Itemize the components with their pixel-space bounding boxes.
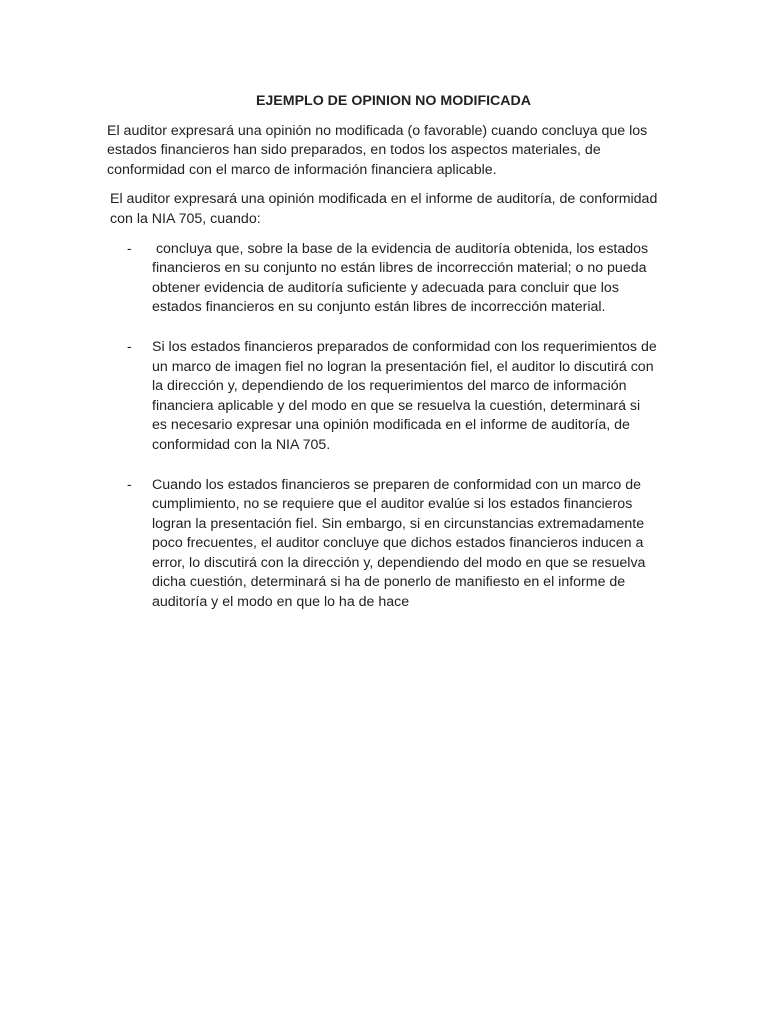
paragraph-modified-opinion: El auditor expresará una opinión modificada en el informe de auditoría, de conformidad con la NIA 705, cuando: [110,191,658,227]
list-item [107,476,658,613]
list-bullet: - [127,338,132,355]
list-item-text: Si los estados financieros preparados de conformidad con los requerimientos de un marco de imagen fiel no logran la presentación fiel, el auditor lo discutirá con la dirección y, dependiendo de los requerimientos del marco de información financiera aplicable y del modo en que se resuelva la cuestión, determinará si es necesario expresar una opinión modificada en el informe de auditoría, de conformidad con la NIA 705. [152,338,657,453]
list-item [107,338,658,456]
list-item-text: Cuando los estados financieros se preparen de conformidad con un marco de cumplimiento, no se requiere que el auditor evalúe si los estados financieros logran la presentación fiel. Sin embargo, si en circunstancias extremadamente poco frecuentes, el auditor concluye que dichos estados financieros inducen a error, lo discutirá con la dirección y, dependiendo del modo en que se resuelva dicha cuestión, determinará si ha de ponerlo de manifiesto en el informe de auditoría y el modo en que lo ha de hace [152,476,646,611]
paragraph-unmodified-opinion: El auditor expresará una opinión no modificada (o favorable) cuando concluya que los estados financieros han sido preparados, en todos los aspectos materiales, de conformidad con el marco de información financiera aplicable. [107,122,648,178]
document-title: EJEMPLO DE OPINION NO MODIFICADA [255,93,532,109]
list-item-text: concluya que, sobre la base de la evidencia de auditoría obtenida, los estados financieros en su conjunto no están libres de incorrección material; o no pueda obtener evidencia de auditoría suficiente y adecuada para concluir que los estados financieros en su conjunto están libres de incorrección material. [152,240,653,316]
list-bullet: - [127,476,132,493]
list-bullet: - [127,240,132,257]
conditions-list [107,240,658,613]
list-item [107,240,658,318]
